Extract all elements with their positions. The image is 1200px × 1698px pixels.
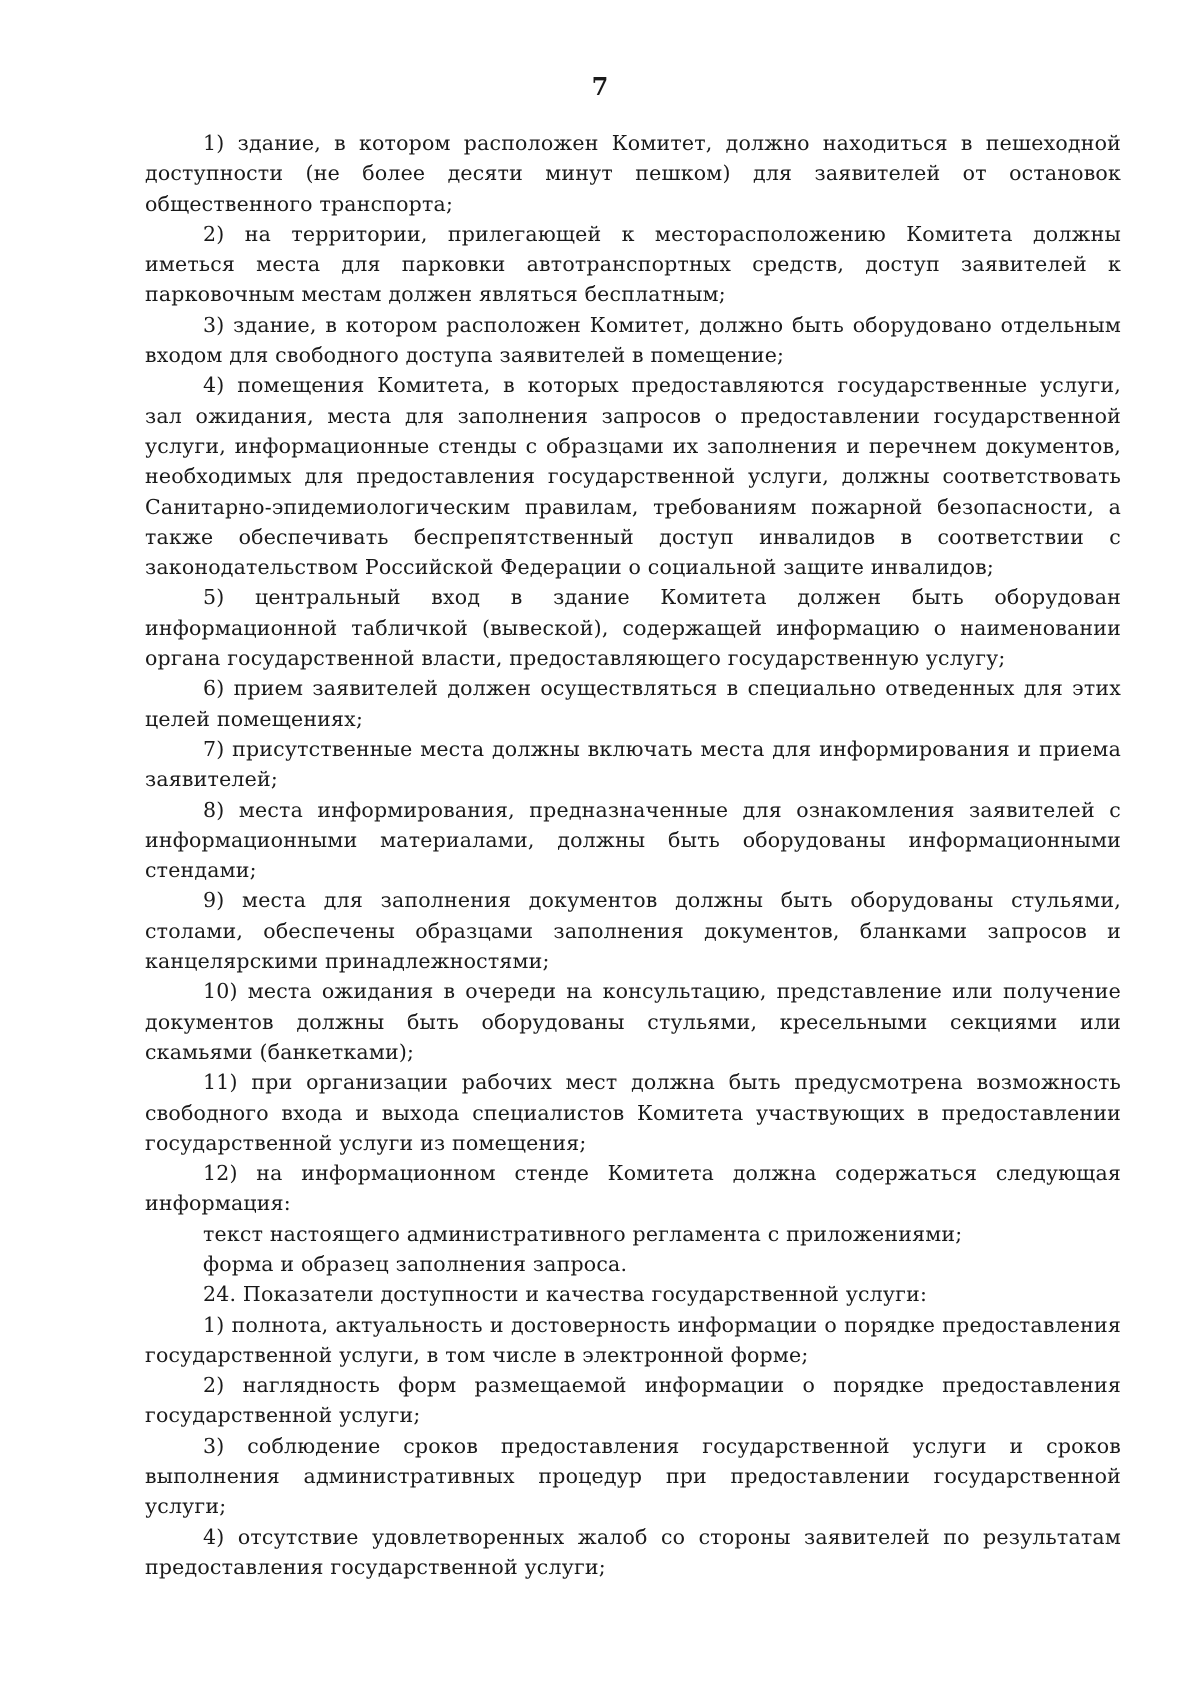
indicator-item-3: 3) соблюдение сроков предоставления государственной услуги и сроков выполнения административных процедур при предоставлении государственной услуги;	[145, 1433, 1121, 1519]
paragraph-item-1: 1) здание, в котором расположен Комитет, должно находиться в пешеходной доступности (не более десяти минут пешком) для заявителей от остановок общественного транспорта;	[145, 131, 1121, 216]
paragraph-item-11: 11) при организации рабочих мест должна быть предусмотрена возможность свободного входа и выхода специалистов Комитета участвующих в предоставлении государственной услуги из помещения;	[145, 1070, 1121, 1155]
page-number: 7	[591, 72, 609, 101]
paragraph-item-8: 8) места информирования, предназначенные для ознакомления заявителей с информационными материалами, должны быть оборудованы информационными стендами;	[145, 797, 1121, 883]
paragraph-item-4: 4) помещения Комитета, в которых предоставляются государственные услуги, зал ожидания, места для заполнения запросов о предоставлении государственной услуги, информационные стенды с образцами их заполнения и перечнем документов, необходимых для предоставления государственной услуги, должны соответствовать Санитарно-эпидемиологическим правилам, требованиям пожарной безопасности, а также обеспечивать беспрепятственный доступ инвалидов в соответствии с законодательством Российской Федерации о социальной защите инвалидов;	[145, 373, 1121, 580]
paragraph-item-10: 10) места ожидания в очереди на консультацию, представление или получение документов должны быть оборудованы стульями, кресельными секциями или скамьями (банкетками);	[145, 979, 1121, 1064]
section-24-heading: 24. Показатели доступности и качества государственной услуги:	[203, 1282, 928, 1307]
paragraph-item-6: 6) прием заявителей должен осуществляться в специально отведенных для этих целей помещениях;	[145, 676, 1121, 731]
paragraph-item-12: 12) на информационном стенде Комитета должна содержаться следующая информация:	[145, 1161, 1121, 1216]
stand-info-form: форма и образец заполнения запроса.	[203, 1251, 628, 1276]
paragraph-item-9: 9) места для заполнения документов должны быть оборудованы стульями, столами, обеспечены образцами заполнения документов, бланками запросов и канцелярскими принадлежностями;	[145, 888, 1121, 974]
paragraph-item-2: 2) на территории, прилегающей к месторасположению Комитета должны иметься места для парковки автотранспортных средств, доступ заявителей к парковочным местам должен являться бесплатным;	[145, 221, 1121, 307]
document-body	[145, 128, 1121, 1582]
indicator-item-4: 4) отсутствие удовлетворенных жалоб со стороны заявителей по результатам предоставления государственной услуги;	[145, 1524, 1121, 1579]
paragraph-item-5: 5) центральный вход в здание Комитета должен быть оборудован информационной табличкой (вывеской), содержащей информацию о наименовании органа государственной власти, предоставляющего государственную услугу;	[145, 585, 1121, 671]
paragraph-item-7: 7) присутственные места должны включать места для информирования и приема заявителей;	[145, 736, 1121, 792]
paragraph-item-3: 3) здание, в котором расположен Комитет, должно быть оборудовано отдельным входом для свободного доступа заявителей в помещение;	[145, 312, 1121, 368]
stand-info-text: текст настоящего административного регламента с приложениями;	[203, 1221, 963, 1246]
indicator-item-2: 2) наглядность форм размещаемой информации о порядке предоставления государственной услуги;	[145, 1373, 1121, 1428]
indicator-item-1: 1) полнота, актуальность и достоверность информации о порядке предоставления государственной услуги, в том числе в электронной форме;	[145, 1312, 1121, 1367]
